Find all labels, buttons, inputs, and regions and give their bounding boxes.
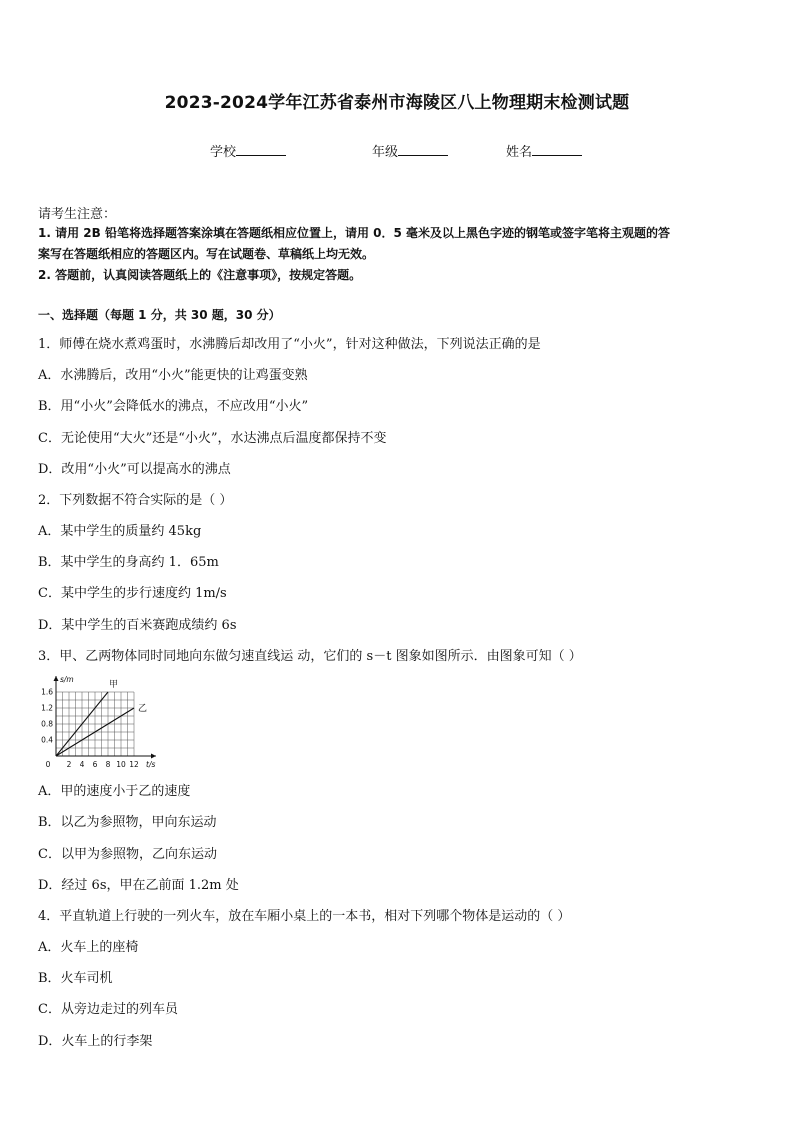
grade-field (372, 141, 448, 160)
x-axis-label: t/s (146, 760, 156, 769)
y-tick-label: 0.4 (41, 735, 53, 745)
name-blank (532, 142, 582, 156)
x-axis-arrow (151, 754, 156, 759)
x-tick-label: 10 (116, 760, 126, 769)
series-label-jia: 甲 (109, 680, 119, 690)
q1-stem: 1．师傅在烧水煮鸡蛋时，水沸腾后却改用了“小火”，针对这种做法，下列说法正确的是 (38, 337, 541, 352)
grade-label: 年级 (372, 145, 399, 160)
q4-option-a: A．火车上的座椅 (38, 940, 139, 955)
q2-option-d: D．某中学生的百米赛跑成绩约 6s (38, 618, 237, 633)
q3-option-a: A．甲的速度小于乙的速度 (38, 784, 191, 799)
series-label-yi: 乙 (138, 704, 148, 714)
q3-option-b: B．以乙为参照物，甲向东运动 (38, 815, 217, 830)
school-blank (236, 142, 286, 156)
q1-option-d: D．改用“小火”可以提高水的沸点 (38, 462, 231, 477)
q4-option-b: B．火车司机 (38, 971, 113, 986)
q2-option-b: B．某中学生的身高约 1．65m (38, 555, 219, 570)
x-tick-label: 6 (92, 760, 98, 769)
chart-grid (56, 692, 134, 756)
q1-option-b: B．用“小火”会降低水的沸点，不应改用“小火” (38, 399, 309, 414)
q4-option-d: D．火车上的行李架 (38, 1034, 153, 1049)
x-tick-label: 2 (66, 760, 72, 769)
x-tick-label: 4 (79, 760, 85, 769)
q2-option-a: A．某中学生的质量约 45kg (38, 524, 202, 539)
notice-line-1: 1. 请用 2B 铅笔将选择题答案涂填在答题纸相应位置上，请用 0．5 毫米及以上黑色字迹的钢笔或签字笔将主观题的答 (38, 226, 670, 240)
q4-option-c: C．从旁边走过的列车员 (38, 1002, 178, 1017)
q1-option-a: A．水沸腾后，改用“小火”能更快的让鸡蛋变熟 (38, 368, 308, 383)
x-tick-label: 8 (105, 760, 111, 769)
q3-option-d: D．经过 6s，甲在乙前面 1.2m 处 (38, 878, 239, 893)
q2-stem: 2．下列数据不符合实际的是（ ） (38, 493, 233, 508)
name-field (506, 141, 582, 160)
section-heading: 一、选择题（每题 1 分，共 30 题，30 分） (38, 308, 281, 322)
y-tick-label: 1.2 (41, 703, 53, 713)
notice-line-3: 2. 答题前，认真阅读答题纸上的《注意事项》，按规定答题。 (38, 268, 362, 282)
origin-label: 0 (45, 760, 51, 769)
x-tick-label: 12 (129, 760, 139, 769)
y-tick-label: 1.6 (41, 687, 53, 697)
grade-blank (398, 142, 448, 156)
school-label: 学校 (210, 145, 237, 160)
q3-stem: 3．甲、乙两物体同时同地向东做匀速直线运 动，它们的 s－t 图象如图所示．由图象可知（ ） (38, 649, 582, 664)
notice-line-2: 案写在答题纸相应的答题区内。写在试题卷、草稿纸上均无效。 (38, 247, 375, 261)
st-graph (30, 672, 170, 772)
page-title: 2023-2024学年江苏省泰州市海陵区八上物理期末检测试题 (164, 93, 630, 113)
notice-heading: 请考生注意： (38, 207, 117, 222)
name-label: 姓名 (506, 145, 533, 160)
q4-stem: 4．平直轨道上行驶的一列火车，放在车厢小桌上的一本书，相对下列哪个物体是运动的（ ） (38, 909, 571, 924)
q1-option-c: C．无论使用“大火”还是“小火”，水达沸点后温度都保持不变 (38, 431, 387, 446)
q2-option-c: C．某中学生的步行速度约 1m/s (38, 586, 227, 601)
q3-option-c: C．以甲为参照物，乙向东运动 (38, 847, 217, 862)
y-tick-label: 0.8 (41, 719, 53, 729)
student-info-row (0, 141, 794, 161)
school-field (210, 141, 286, 160)
y-axis-label: s/m (60, 675, 74, 684)
y-axis-arrow (54, 676, 59, 681)
